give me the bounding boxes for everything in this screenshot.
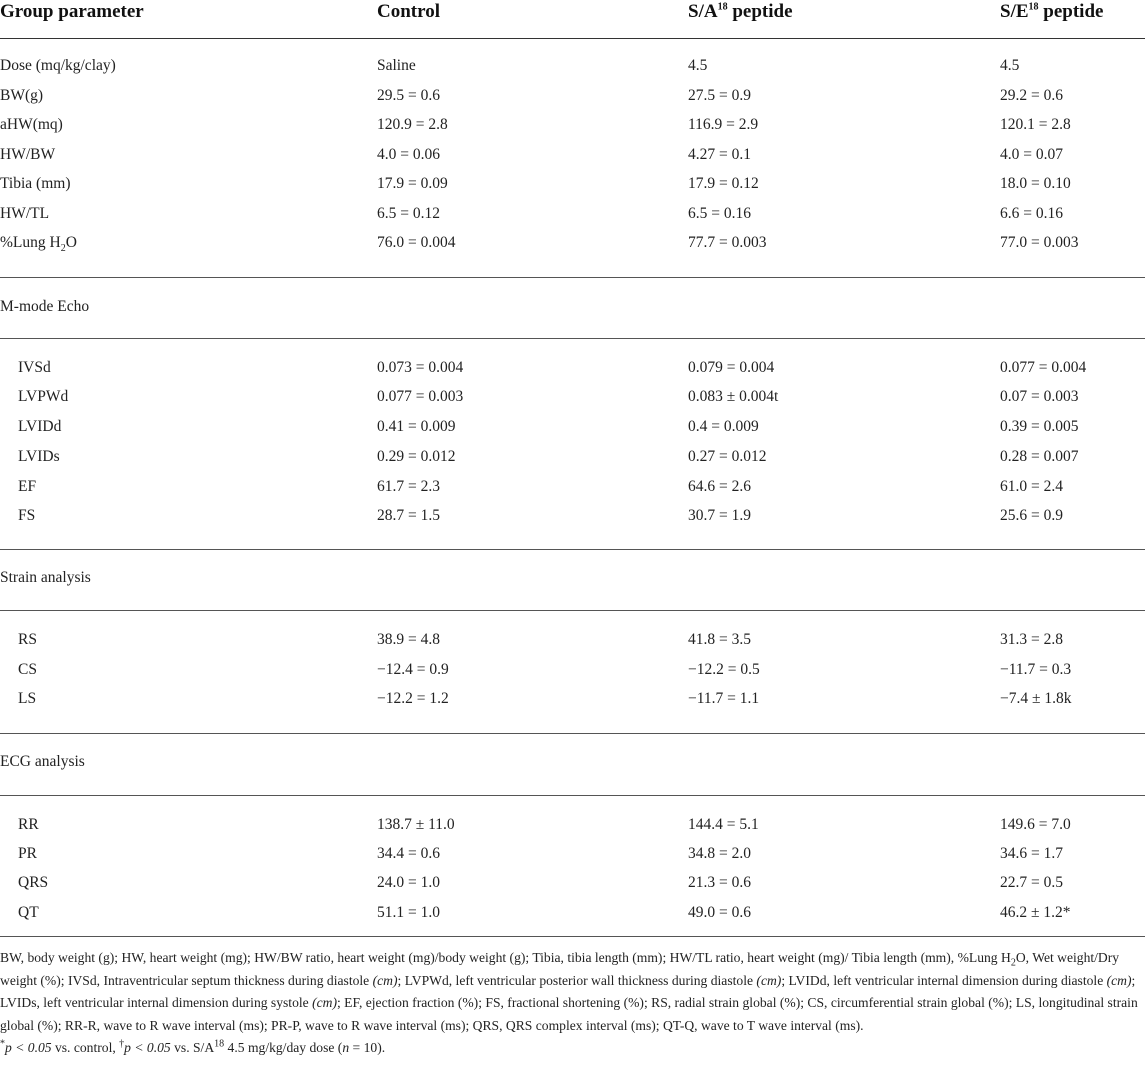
- fn-cm: (cm): [312, 995, 337, 1010]
- header-sa-tail: peptide: [727, 1, 793, 22]
- header-se-base: S/E: [1000, 1, 1029, 22]
- se-cell: 0.077 = 0.004: [1000, 359, 1087, 376]
- lung-label-post: O: [65, 234, 77, 251]
- table-row: [0, 358, 1145, 387]
- control-cell: −12.4 = 0.9: [377, 661, 449, 678]
- lung-label-pre: %Lung H: [0, 234, 61, 251]
- fn-dagger: †: [119, 1038, 125, 1050]
- sa-cell: 4.27 = 0.1: [688, 146, 751, 163]
- table-row: [0, 630, 1145, 659]
- fn-seg-c: ; LVIDd, left ventricular internal dimension during diastole: [781, 972, 1107, 988]
- section-divider: [0, 795, 1145, 796]
- se-cell: 77.0 = 0.003: [1000, 234, 1079, 251]
- section-divider: [0, 733, 1145, 734]
- table-row: [0, 204, 1145, 233]
- se-cell: 0.07 = 0.003: [1000, 388, 1079, 405]
- param-cell: HW/BW: [0, 146, 56, 163]
- param-cell: HW/TL: [0, 205, 50, 222]
- param-cell: Dose (mq/kg/clay): [0, 57, 116, 74]
- param-cell: EF: [18, 478, 37, 495]
- param-cell: PR: [18, 845, 37, 862]
- sa-cell: −12.2 = 0.5: [688, 661, 760, 678]
- table-row: [0, 873, 1145, 902]
- table-row: [0, 387, 1145, 416]
- table-row: [0, 417, 1145, 446]
- sa-cell: 6.5 = 0.16: [688, 205, 751, 222]
- se-cell: 4.0 = 0.07: [1000, 146, 1063, 163]
- param-cell: aHW(mq): [0, 116, 63, 133]
- fn-mid: vs. control,: [51, 1040, 120, 1055]
- fn-seg-a: O, Wet weight/Dry weight (%); IVSd, Intraventricular septum thickness during diastole: [0, 950, 1120, 988]
- param-cell: FS: [18, 507, 36, 524]
- fn-p2: p < 0.05: [124, 1040, 171, 1055]
- param-cell: QRS: [18, 874, 49, 891]
- table-row: [0, 477, 1145, 506]
- header-se-tail: peptide: [1038, 1, 1104, 22]
- table-row: [0, 233, 1145, 262]
- lung-label-sub: 2: [60, 243, 66, 255]
- sa-cell: 64.6 = 2.6: [688, 478, 751, 495]
- se-cell: 0.28 = 0.007: [1000, 448, 1079, 465]
- se-cell: 31.3 = 2.8: [1000, 631, 1063, 648]
- fn-end: = 10).: [349, 1040, 386, 1055]
- sa-cell: 17.9 = 0.12: [688, 175, 759, 192]
- table-row: [0, 447, 1145, 476]
- param-cell: LVIDd: [18, 418, 62, 435]
- se-cell: 18.0 = 0.10: [1000, 175, 1071, 192]
- se-cell: 149.6 = 7.0: [1000, 816, 1071, 833]
- header-sa-sup: 18: [717, 1, 728, 13]
- fn-n: n: [342, 1040, 350, 1055]
- param-cell: Tibia (mm): [0, 175, 71, 192]
- table-row: [0, 815, 1145, 844]
- se-cell: −7.4 ± 1.8k: [1000, 690, 1072, 707]
- control-cell: 4.0 = 0.06: [377, 146, 440, 163]
- control-cell: 34.4 = 0.6: [377, 845, 440, 862]
- fn-p1: p < 0.05: [5, 1040, 52, 1055]
- table-row: [0, 903, 1145, 932]
- control-cell: 0.41 = 0.009: [377, 418, 456, 435]
- sa-cell: 49.0 = 0.6: [688, 904, 751, 921]
- control-cell: Saline: [377, 57, 416, 74]
- sa-cell: −11.7 = 1.1: [688, 690, 760, 707]
- section-title-ecg: ECG analysis: [0, 753, 85, 770]
- sa-cell: 41.8 = 3.5: [688, 631, 751, 648]
- table-row: [0, 86, 1145, 115]
- control-cell: 138.7 ± 11.0: [377, 816, 455, 833]
- control-cell: 6.5 = 0.12: [377, 205, 440, 222]
- control-cell: 24.0 = 1.0: [377, 874, 440, 891]
- param-cell: IVSd: [18, 359, 51, 376]
- fn-cm: (cm): [372, 972, 398, 988]
- param-cell: RR: [18, 816, 39, 833]
- section-title-mmode: M-mode Echo: [0, 298, 90, 315]
- section-divider: [0, 277, 1145, 278]
- header-rule: [0, 38, 1145, 39]
- sa-cell: 116.9 = 2.9: [688, 116, 759, 133]
- table-bottom-rule: [0, 936, 1145, 937]
- section-divider: [0, 338, 1145, 339]
- control-cell: 29.5 = 0.6: [377, 87, 440, 104]
- se-cell: 4.5: [1000, 57, 1020, 74]
- control-cell: 120.9 = 2.8: [377, 116, 448, 133]
- header-se-sup: 18: [1028, 1, 1039, 13]
- fn-cm: (cm): [1106, 972, 1132, 988]
- table-row: [0, 145, 1145, 174]
- sa-cell: 0.083 ± 0.004t: [688, 388, 779, 405]
- control-cell: 17.9 = 0.09: [377, 175, 448, 192]
- control-cell: 0.29 = 0.012: [377, 448, 456, 465]
- se-cell: 61.0 = 2.4: [1000, 478, 1063, 495]
- param-cell: LVPWd: [18, 388, 69, 405]
- control-cell: 76.0 = 0.004: [377, 234, 456, 251]
- fn-dose: 4.5 mg/kg/day dose (: [224, 1040, 343, 1055]
- table-row: [0, 174, 1145, 203]
- abbreviations-footnote: [0, 947, 1142, 1037]
- header-control: Control: [377, 1, 440, 22]
- se-cell: 120.1 = 2.8: [1000, 116, 1071, 133]
- sa-cell: 4.5: [688, 57, 708, 74]
- control-cell: 38.9 = 4.8: [377, 631, 440, 648]
- section-divider: [0, 549, 1145, 550]
- table-row: [0, 660, 1145, 689]
- sa-cell: 0.079 = 0.004: [688, 359, 775, 376]
- control-cell: 28.7 = 1.5: [377, 507, 440, 524]
- section-title-strain: Strain analysis: [0, 569, 91, 586]
- sa-cell: 30.7 = 1.9: [688, 507, 751, 524]
- sa-cell: 77.7 = 0.003: [688, 234, 767, 251]
- fn-seg-d: ; LVIDs, left ventricular internal dimension during systole: [0, 972, 1136, 1010]
- table-row: [0, 115, 1145, 144]
- sa-cell: 27.5 = 0.9: [688, 87, 751, 104]
- sa-cell: 34.8 = 2.0: [688, 845, 751, 862]
- param-cell: [0, 233, 77, 253]
- sa-cell: 0.4 = 0.009: [688, 418, 759, 435]
- param-cell: RS: [18, 631, 37, 648]
- fn-seg-b: ; LVPWd, left ventricular posterior wall thickness during diastole: [397, 972, 757, 988]
- header-sa-peptide: [688, 0, 793, 24]
- control-cell: 61.7 = 2.3: [377, 478, 440, 495]
- se-cell: 46.2 ± 1.2*: [1000, 904, 1071, 921]
- se-cell: 29.2 = 0.6: [1000, 87, 1063, 104]
- se-cell: 34.6 = 1.7: [1000, 845, 1063, 862]
- sa-cell: 144.4 = 5.1: [688, 816, 759, 833]
- control-cell: 0.077 = 0.003: [377, 388, 464, 405]
- control-cell: −12.2 = 1.2: [377, 690, 449, 707]
- param-cell: QT: [18, 904, 39, 921]
- section-divider: [0, 610, 1145, 611]
- param-cell: CS: [18, 661, 37, 678]
- param-cell: LS: [18, 690, 37, 707]
- se-cell: 25.6 = 0.9: [1000, 507, 1063, 524]
- control-cell: 51.1 = 1.0: [377, 904, 440, 921]
- param-cell: BW(g): [0, 87, 44, 104]
- header-se-peptide: [1000, 0, 1103, 24]
- fn-h: H: [1001, 950, 1011, 965]
- se-cell: 22.7 = 0.5: [1000, 874, 1063, 891]
- se-cell: −11.7 = 0.3: [1000, 661, 1072, 678]
- fn-star: *: [0, 1038, 5, 1050]
- table-row: [0, 844, 1145, 873]
- table-row: [0, 56, 1145, 85]
- control-cell: 0.073 = 0.004: [377, 359, 464, 376]
- header-group-parameter: Group parameter: [0, 1, 144, 22]
- sa-cell: 0.27 = 0.012: [688, 448, 767, 465]
- fn-vs: vs. S/A: [170, 1040, 215, 1055]
- fn-sup: 18: [214, 1038, 225, 1050]
- significance-footnote: [0, 1038, 385, 1058]
- sa-cell: 21.3 = 0.6: [688, 874, 751, 891]
- param-cell: LVIDs: [18, 448, 60, 465]
- se-cell: 6.6 = 0.16: [1000, 205, 1063, 222]
- fn-line1: BW, body weight (g); HW, heart weight (mg); HW/BW ratio, heart weight (mg)/body weight (g); Tibia, tibia length (mm); HW/TL ratio, heart weight (mg)/ Tibia length (mm), %Lung: [0, 950, 998, 965]
- se-cell: 0.39 = 0.005: [1000, 418, 1079, 435]
- fn-cm: (cm): [756, 972, 782, 988]
- header-sa-base: S/A: [688, 1, 718, 22]
- fn-seg-e: ; EF, ejection fraction (%); FS, fractional shortening (%); RS, radial strain global (%); CS, circumferential strain global (%); LS, longitudinal strain global (%); RR-R, wave to R wave interval (ms); PR-P, wave to R wave interval (ms); QRS, QRS complex interval (ms); QT-Q, wave to T wave interval (ms).: [0, 995, 1138, 1033]
- table-row: [0, 506, 1145, 535]
- fn-h-sub: 2: [1010, 957, 1016, 969]
- table-row: [0, 689, 1145, 718]
